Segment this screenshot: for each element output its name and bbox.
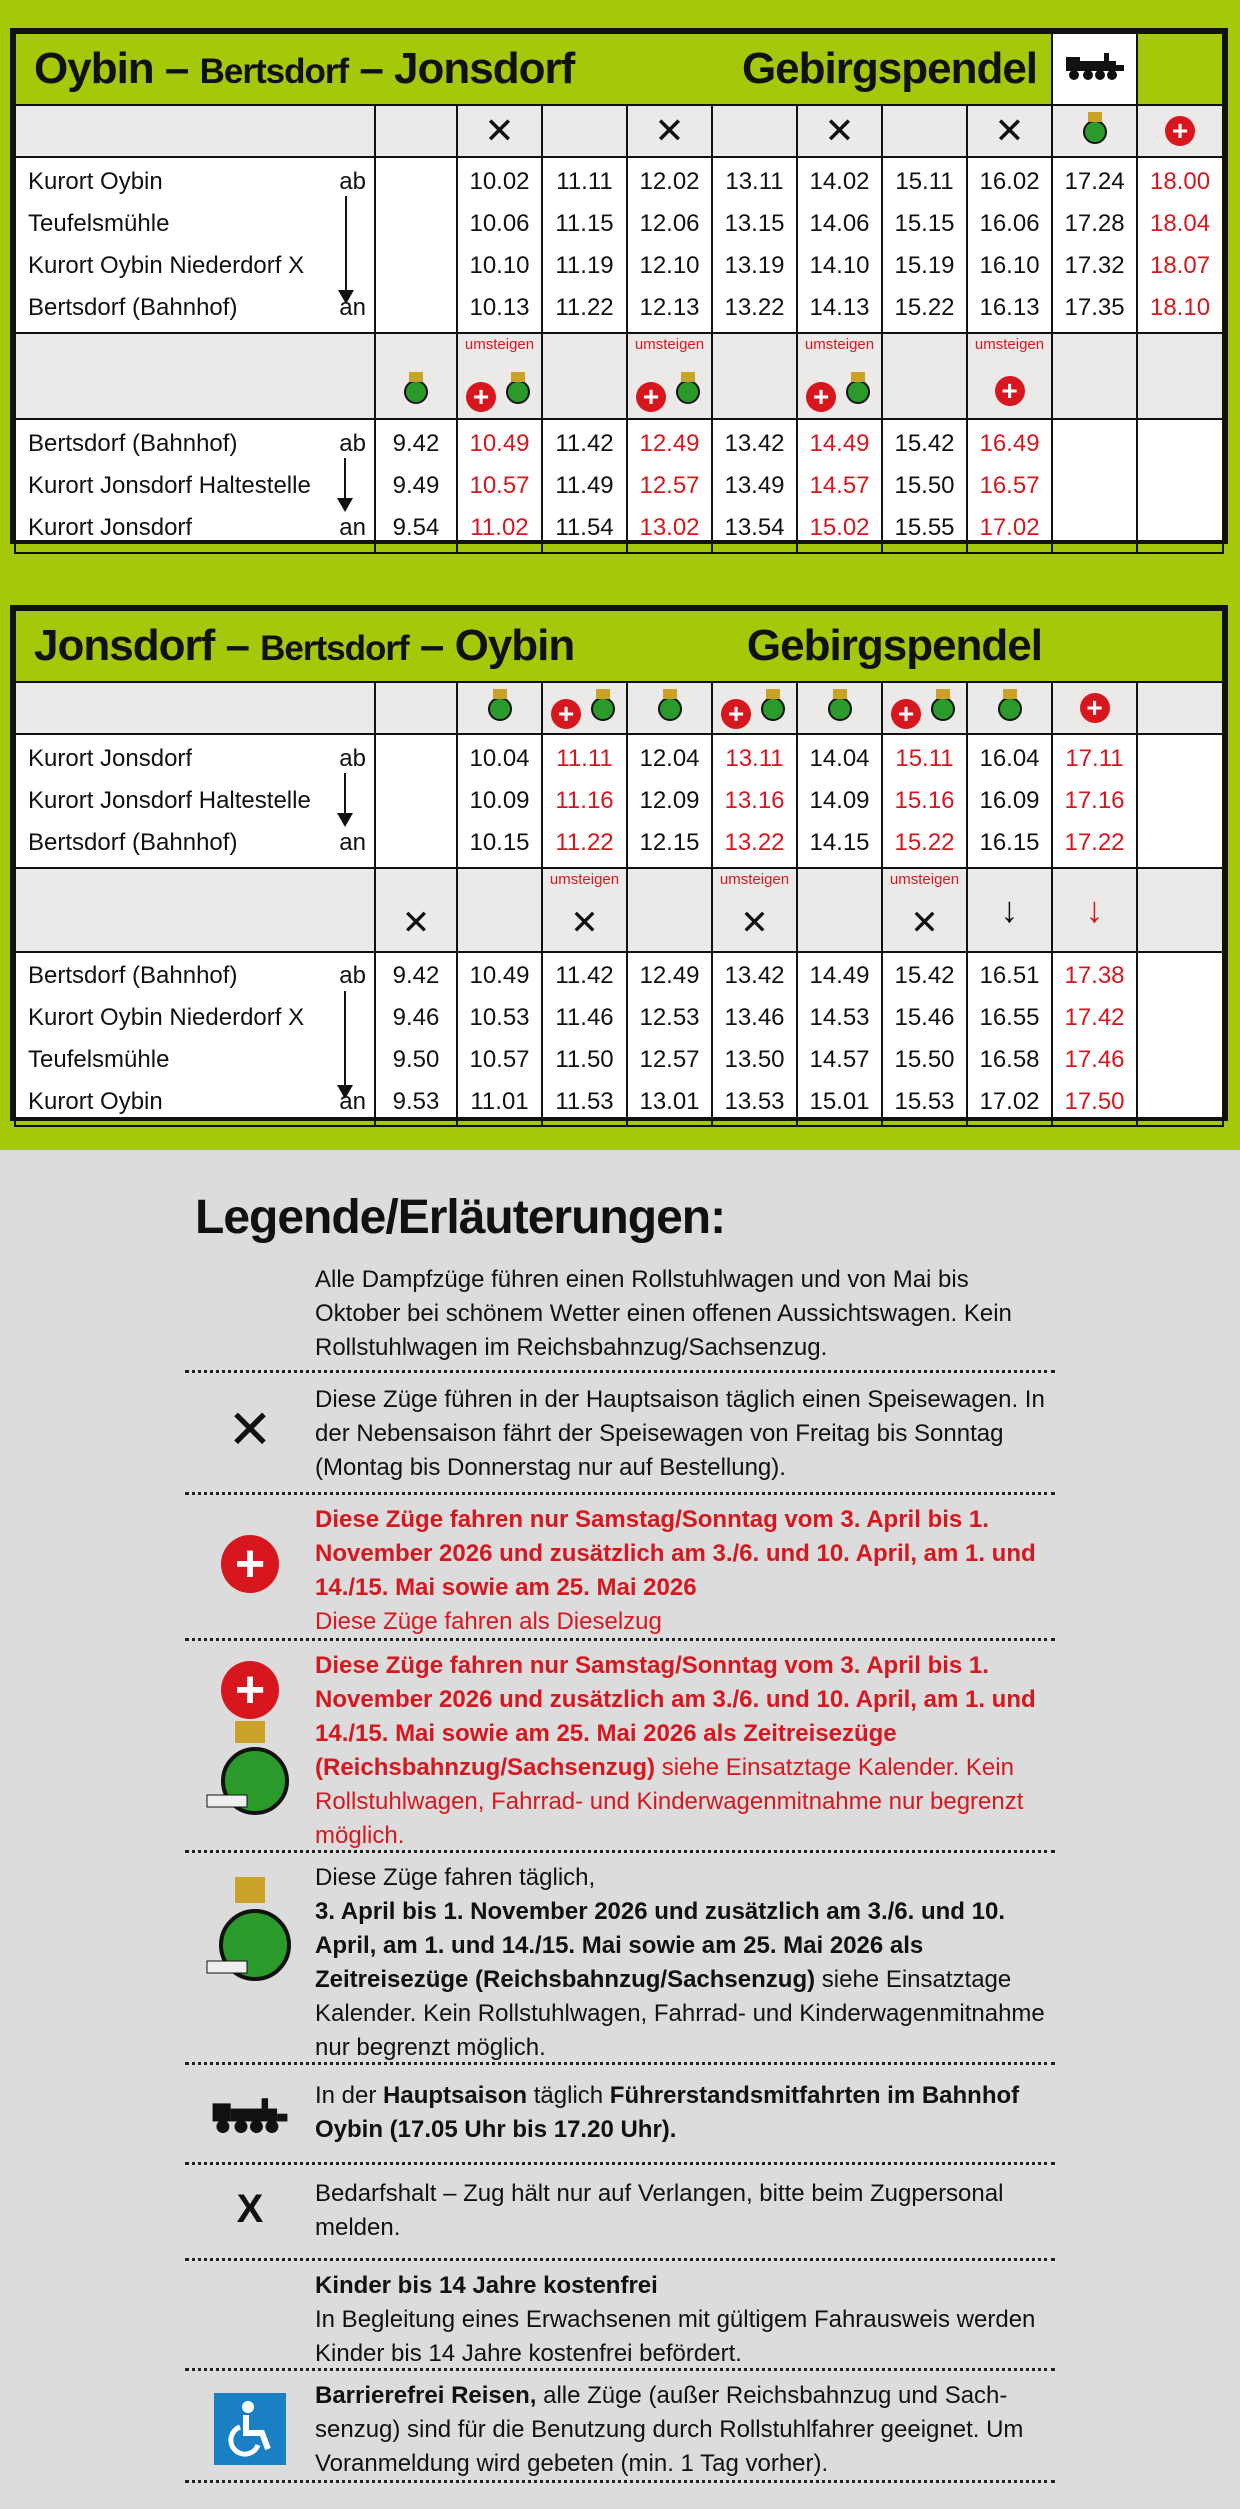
cross-icon: +: [806, 382, 836, 412]
time-cell: 13.22: [724, 829, 785, 856]
table-title: Oybin – Bertsdorf – Jonsdorf: [34, 44, 575, 93]
time-cell: 11.46: [555, 1004, 614, 1031]
time-cell: 13.19: [724, 252, 785, 279]
table-subtitle: Gebirgspendel: [746, 621, 1042, 670]
locomotive-icon: [210, 2095, 290, 2135]
seal-icon: [928, 687, 958, 723]
time-cell: 9.42: [392, 430, 440, 457]
time-cell: 15.16: [894, 787, 955, 814]
time-cell: 9.50: [392, 1046, 440, 1073]
time-cell: 17.28: [1064, 210, 1125, 237]
time-cell: 18.10: [1149, 294, 1211, 321]
time-cell: 17.38: [1064, 962, 1125, 989]
arrow-down-icon: ↓: [1000, 889, 1019, 930]
legend-item: X Bedarfshalt – Zug hält nur auf Verlangen, bitte beim Zugpersonal melden.: [185, 2165, 1055, 2261]
time-cell: 13.46: [724, 1004, 785, 1031]
time-cell: 13.54: [724, 514, 785, 541]
time-cell: 11.11: [556, 168, 613, 195]
seal-icon: [843, 370, 873, 406]
legend-heading: Legende/Erläuterungen:: [195, 1191, 726, 1244]
time-cell: 15.01: [809, 1088, 870, 1115]
timetable-jonsdorf-oybin: Jonsdorf – Bertsdorf – Oybin Gebirgspendel + + + + Kurort Jonsdorf ab Kurort Jonsdorf Haltestelle Bertsdorf (Bahnhof) an 10.04 10.09 10.15 11.11 11.16 11.22 12.04 12.09 12.15 13.11 13.16 13.22 14.04 14.09 14.15 15.11 15.16 15.22 16.04 16.09 16.15 17.11 17.16 17.22 ✕ umsteigen ✕ umsteigen ✕ umsteigen ✕ ↓ ↓ Bertsdorf (Bahnhof) ab Kurort Oybin Niederdorf X Teufelsmühle Kurort Oybin an 9.42 9.46 9.50 9.53 10.49 10.53 10.57 11.01 11.42 11.46 11.50 11.53 12.49 12.53 12.57 13.01 13.42 13.46 13.50 13.53 14.49 14.53 14.57 15.01 15.42 15.46 15.50 15.53 16.51 16.55 16.58 17.02 17.38 17.42 17.46 17.50: [10, 605, 1228, 1121]
time-cell: 15.42: [894, 430, 955, 457]
station-row: Kurort Oybin an: [28, 1088, 366, 1115]
time-cell: 17.22: [1064, 829, 1125, 856]
time-cell: 13.53: [724, 1088, 785, 1115]
time-cell: 10.04: [469, 745, 530, 772]
arrow-down-icon: [345, 196, 347, 292]
time-cell: 13.42: [724, 962, 785, 989]
time-cell: 12.06: [639, 210, 700, 237]
time-cell: 14.53: [809, 1004, 870, 1031]
time-cell: 15.02: [809, 514, 870, 541]
time-cell: 17.35: [1064, 294, 1125, 321]
time-cell: 14.09: [809, 787, 870, 814]
legend-item: In der Hauptsaison täglich Führerstandsmitfahrten im Bahnhof Oybin (17.05 Uhr bis 17.20 Uhr).: [185, 2065, 1055, 2165]
time-cell: 15.22: [894, 829, 955, 856]
arrow-down-icon: ↓: [1085, 889, 1104, 930]
seal-icon: [1080, 110, 1110, 146]
arrow-down-icon: [344, 458, 346, 500]
wheelchair-icon: [214, 2393, 286, 2465]
seal-icon: [503, 370, 533, 406]
seal-icon: [485, 687, 515, 723]
fork-knife-icon: ✕: [401, 904, 431, 942]
time-cell: 12.09: [639, 787, 700, 814]
time-cell: 17.42: [1064, 1004, 1125, 1031]
seal-icon: [673, 370, 703, 406]
station-row: Kurort Oybin ab: [28, 168, 366, 195]
time-cell: 11.16: [555, 787, 614, 814]
time-cell: 15.53: [894, 1088, 955, 1115]
station-row: Teufelsmühle: [28, 210, 170, 237]
time-cell: 10.02: [469, 168, 530, 195]
time-cell: 18.04: [1149, 210, 1211, 237]
table-header: [15, 33, 1052, 105]
time-cell: 13.15: [724, 210, 785, 237]
time-cell: 11.15: [555, 210, 614, 237]
time-cell: 14.13: [809, 294, 870, 321]
table-subtitle: Gebirgspendel: [741, 44, 1038, 93]
time-cell: 14.02: [809, 168, 870, 195]
header-locomotive-cell: [1052, 33, 1137, 105]
seal-icon: [995, 687, 1025, 723]
time-cell: 10.49: [469, 962, 530, 989]
time-cell: 15.11: [895, 168, 954, 195]
time-cell: 11.42: [555, 430, 614, 457]
time-cell: 16.49: [979, 430, 1040, 457]
locomotive-icon: [1064, 51, 1126, 81]
fork-knife-icon: ✕: [910, 904, 939, 942]
time-cell: 9.54: [392, 514, 440, 541]
time-cell: 13.16: [724, 787, 785, 814]
cross-icon: +: [466, 382, 496, 412]
time-cell: 10.53: [469, 1004, 530, 1031]
time-cell: 17.11: [1065, 745, 1124, 772]
time-cell: 16.06: [979, 210, 1040, 237]
time-cell: 11.01: [470, 1088, 529, 1115]
time-cell: 16.55: [979, 1004, 1040, 1031]
legend-item: Alle Dampfzüge führen einen Rollstuhlwagen und von Mai bis Oktober bei schönem Wetter einen offenen Aussichtswagen. Kein Rollstuhlwagen im Reichsbahnzug/Sachsenzug.: [185, 1255, 1055, 1373]
time-cell: 13.11: [725, 168, 784, 195]
fork-knife-icon: ✕: [824, 110, 855, 151]
station-row: Teufelsmühle: [28, 1046, 170, 1073]
legend-item: Diese Züge fahren täglich, 3. April bis 1. November 2026 und zusätzlich am 3./6. und 10. April, am 1. und 14./15. Mai sowie am 25. Mai 2026 als Zeitreisezüge (Reichsbahnzug/Sachsenzug) siehe Einsatztage Kalender. Kein Rollstuhlwagen, Fahrrad- und Kinderwagenmitnahme nur begrenzt möglich.: [185, 1853, 1055, 2065]
fork-knife-icon: ✕: [227, 1400, 273, 1460]
time-cell: 16.10: [979, 252, 1040, 279]
time-cell: 12.57: [639, 472, 700, 499]
cross-icon: +: [221, 1661, 279, 1719]
time-cell: 17.02: [979, 514, 1040, 541]
cross-icon: +: [636, 382, 666, 412]
time-cell: 9.53: [392, 1088, 440, 1115]
station-row: Kurort Oybin Niederdorf X: [28, 1004, 305, 1031]
table-title: Jonsdorf – Bertsdorf – Oybin: [34, 621, 575, 670]
time-cell: 13.49: [724, 472, 785, 499]
fork-knife-icon: ✕: [484, 110, 515, 151]
time-cell: 14.49: [809, 430, 870, 457]
time-cell: 10.57: [469, 472, 530, 499]
time-cell: 16.51: [979, 962, 1040, 989]
time-cell: 15.50: [894, 1046, 955, 1073]
time-cell: 11.22: [555, 294, 614, 321]
time-cell: 12.02: [639, 168, 700, 195]
time-cell: 16.04: [979, 745, 1040, 772]
time-cell: 12.53: [639, 1004, 700, 1031]
time-cell: 10.09: [469, 787, 530, 814]
request-stop-icon: X: [236, 2187, 264, 2231]
time-cell: 12.49: [639, 430, 700, 457]
arrow-down-icon: [344, 773, 346, 815]
time-cell: 11.54: [555, 514, 614, 541]
seal-icon: [588, 687, 618, 723]
time-cell: 16.02: [979, 168, 1040, 195]
time-cell: 11.50: [555, 1046, 614, 1073]
time-cell: 12.04: [639, 745, 700, 772]
time-cell: 16.58: [979, 1046, 1040, 1073]
time-cell: 12.10: [639, 252, 700, 279]
time-cell: 13.50: [724, 1046, 785, 1073]
time-cell: 9.42: [392, 962, 440, 989]
fork-knife-icon: ✕: [994, 110, 1025, 151]
time-cell: 15.19: [894, 252, 955, 279]
station-row: Bertsdorf (Bahnhof) ab: [28, 430, 366, 457]
fork-knife-icon: ✕: [740, 904, 769, 942]
time-cell: 11.19: [555, 252, 614, 279]
time-cell: 12.13: [639, 294, 700, 321]
time-cell: 14.49: [809, 962, 870, 989]
station-row: Bertsdorf (Bahnhof) an: [28, 294, 366, 321]
time-cell: 13.11: [725, 745, 784, 772]
legend-section: [0, 1150, 1240, 2509]
time-cell: 13.42: [724, 430, 785, 457]
time-cell: 11.42: [555, 962, 614, 989]
seal-icon: [205, 1719, 295, 1819]
time-cell: 11.11: [556, 745, 613, 772]
time-cell: 15.46: [894, 1004, 955, 1031]
time-cell: 12.49: [639, 962, 700, 989]
time-cell: 10.06: [469, 210, 530, 237]
time-cell: 13.22: [724, 294, 785, 321]
time-cell: 10.10: [469, 252, 530, 279]
time-cell: 10.57: [469, 1046, 530, 1073]
table-header: [15, 610, 1223, 682]
time-cell: 11.22: [555, 829, 614, 856]
time-cell: 17.16: [1064, 787, 1125, 814]
time-cell: 14.15: [809, 829, 870, 856]
station-row: Kurort Jonsdorf an: [28, 514, 366, 541]
time-cell: 16.57: [979, 472, 1040, 499]
time-cell: 14.06: [809, 210, 870, 237]
station-row: Kurort Jonsdorf ab: [28, 745, 366, 772]
time-cell: 15.22: [894, 294, 955, 321]
legend-item: Barrierefrei Reisen, alle Züge (außer Reichsbahnzug und Sachsenzug) sind für die Benutzung durch Rollstuhlfahrer geeignet. Um Voranmeldung wird gebeten (min. 1 Tag vorher).: [185, 2371, 1055, 2483]
station-row: Kurort Oybin Niederdorf X: [28, 252, 305, 279]
time-cell: 12.57: [639, 1046, 700, 1073]
time-cell: 12.15: [639, 829, 700, 856]
time-cell: 15.15: [894, 210, 955, 237]
time-cell: 16.09: [979, 787, 1040, 814]
cross-icon: +: [1165, 116, 1195, 146]
legend-item: Kinder bis 14 Jahre kostenfrei In Begleitung eines Erwachsenen mit gültigem Fahrausweis werden Kinder bis 14 Jahre kostenfrei befördert.: [185, 2261, 1055, 2371]
legend-item: + Diese Züge fahren nur Samstag/Sonntag vom 3. April bis 1. November 2026 und zusätzlich am 3./6. und 10. April, am 1. und 14./15. Mai sowie am 25. Mai 2026 als Zeitreisezüge (Reichsbahnzug/Sachsenzug) siehe Einsatztage Kalender. Kein Rollstuhlwagen, Fahrrad- und Kinderwagenmitnahme nur begrenzt möglich.: [185, 1641, 1055, 1853]
time-cell: 15.55: [894, 514, 955, 541]
legend-item: + Diese Züge fahren nur Samstag/Sonntag vom 3. April bis 1. November 2026 und zusätzlich am 3./6. und 10. April, am 1. und 14./15. Mai sowie am 25. Mai 2026 Diese Züge fahren als Dieselzug: [185, 1495, 1055, 1641]
fork-knife-icon: ✕: [570, 904, 599, 942]
time-cell: 11.02: [470, 514, 529, 541]
cross-icon: +: [551, 699, 581, 729]
time-cell: 14.10: [809, 252, 870, 279]
cross-icon: +: [891, 699, 921, 729]
cross-icon: +: [1080, 693, 1110, 723]
seal-icon: [758, 687, 788, 723]
seal-icon: [205, 1875, 295, 1985]
time-cell: 14.57: [809, 1046, 870, 1073]
seal-icon: [401, 370, 431, 406]
time-cell: 17.50: [1064, 1088, 1125, 1115]
station-row: Kurort Jonsdorf Haltestelle: [28, 787, 311, 814]
cross-icon: +: [721, 699, 751, 729]
legend-item: ✕ Diese Züge führen in der Hauptsaison täglich einen Speisewagen. In der Nebensaison fährt der Speisewagen von Freitag bis Sonntag (Montag bis Donnerstag nur auf Bestellung).: [185, 1373, 1055, 1495]
time-cell: 9.49: [392, 472, 440, 499]
time-cell: 15.50: [894, 472, 955, 499]
time-cell: 16.13: [979, 294, 1040, 321]
time-cell: 10.13: [469, 294, 530, 321]
fork-knife-icon: ✕: [654, 110, 685, 151]
time-cell: 11.53: [555, 1088, 614, 1115]
time-cell: 18.00: [1149, 168, 1211, 195]
time-cell: 17.24: [1064, 168, 1125, 195]
time-cell: 13.01: [639, 1088, 700, 1115]
time-cell: 15.42: [894, 962, 955, 989]
time-cell: 15.11: [895, 745, 954, 772]
station-row: Kurort Jonsdorf Haltestelle: [28, 472, 311, 499]
time-cell: 18.07: [1149, 252, 1211, 279]
cross-icon: +: [221, 1535, 279, 1593]
station-row: Bertsdorf (Bahnhof) ab: [28, 962, 366, 989]
time-cell: 16.15: [979, 829, 1040, 856]
time-cell: 17.02: [979, 1088, 1040, 1115]
time-cell: 14.57: [809, 472, 870, 499]
timetable-oybin-jonsdorf: Oybin – Bertsdorf – Jonsdorf Gebirgspendel ✕ ✕ ✕ ✕ + Kurort Oybin ab Teufelsmühle Kurort Oybin Niederdorf X Bertsdorf (Bahnhof) an 10.02 10.06 10.10 10.13 11.11 11.15 11.19 11.22 12.02 12.06 12.10 12.13 13.11 13.15 13.19 13.22 14.02 14.06 14.10 14.13 15.11 15.15 15.19 15.22 16.02 16.06 16.10 16.13 17.24 17.28 17.32 17.35 18.00 18.04 18.07 18.10 umsteigen + umsteigen + umsteigen + umsteigen + Bertsdorf (Bahnhof) ab Kurort Jonsdorf Haltestelle Kurort Jonsdorf an 9.42 9.49 9.54 10.49 10.57 11.02 11.42 11.49 11.54 12.49 12.57 13.02 13.42 13.49 13.54 14.49 14.57 15.02 15.42 15.50 15.55 16.49 16.57 17.02: [10, 28, 1228, 544]
time-cell: 17.32: [1064, 252, 1125, 279]
time-cell: 10.15: [469, 829, 530, 856]
time-cell: 11.49: [555, 472, 614, 499]
time-cell: 10.49: [469, 430, 530, 457]
arrow-down-icon: [344, 991, 346, 1087]
time-cell: 9.46: [392, 1004, 440, 1031]
time-cell: 14.04: [809, 745, 870, 772]
time-cell: 13.02: [639, 514, 700, 541]
seal-icon: [825, 687, 855, 723]
station-row: Bertsdorf (Bahnhof) an: [28, 829, 366, 856]
seal-icon: [655, 687, 685, 723]
cross-icon: +: [995, 376, 1025, 406]
time-cell: 17.46: [1064, 1046, 1125, 1073]
